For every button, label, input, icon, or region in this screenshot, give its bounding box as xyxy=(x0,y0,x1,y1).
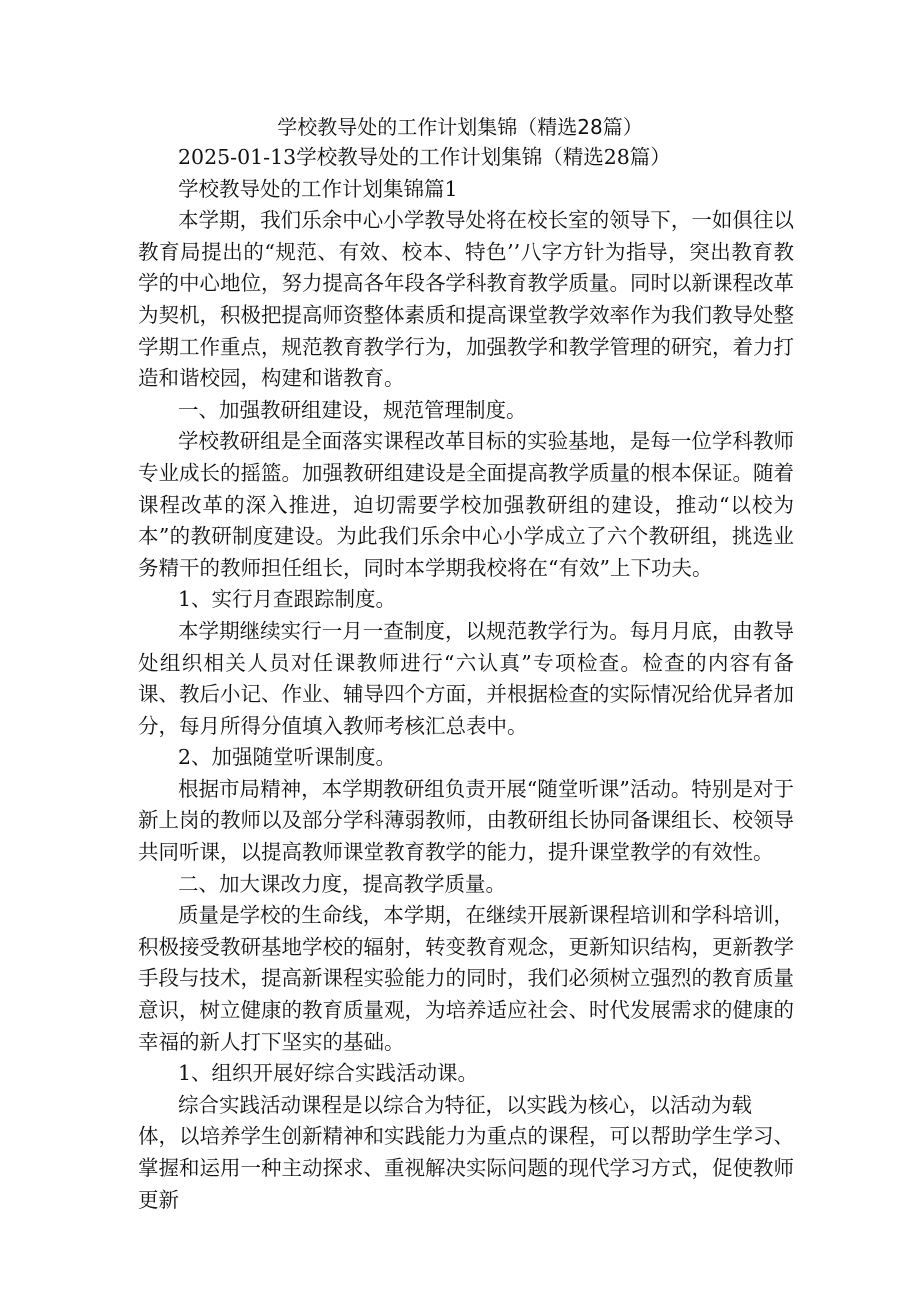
paragraph-monthly-check: 本学期继续实行一月一查制度，以规范教学行为。每月月底，由教导处组织相关人员对任课教师进行“六认真”专项检查。检查的内容有备课、教后小记、作业、辅导四个方面，并根据检查的实际情况给优异者加分，每月所得分值填入教师考核汇总表中。 xyxy=(138,618,794,738)
paragraph-class-observation: 根据市局精神，本学期教研组负责开展“随堂听课”活动。特别是对于新上岗的教师以及部分学科薄弱教师，由教研组长协同备课组长、校领导共同听课，以提高教师课堂教育教学的能力，提升课堂教学的有效性。 xyxy=(138,776,794,865)
paragraph-practice-course-start: 综合实践活动课程是以综合为特征，以实践为核心，以活动为载 xyxy=(178,1092,752,1117)
section-title: 学校教导处的工作计划集锦篇1 xyxy=(178,176,458,201)
document-title: 学校教导处的工作计划集锦（精选28篇） xyxy=(277,115,643,139)
paragraph-practice-course-continued: 体，以培养学生创新精神和实践能力为重点的课程，可以帮助学生学习、掌握和运用一种主动探求、重视解决实际问题的现代学习方式，促使教师更新 xyxy=(138,1124,794,1212)
heading-one: 一、加强教研组建设，规范管理制度。 xyxy=(178,397,527,422)
subheading-practice-course: 1、组织开展好综合实践活动课。 xyxy=(178,1061,479,1086)
paragraph-quality: 质量是学校的生命线，本学期，在继续开展新课程培训和学科培训，积极接受教研基地学校的辐射，转变教育观念，更新知识结构，更新教学手段与技术，提高新课程实验能力的同时，我们必须树立强烈的教育质量意识，树立健康的教育质量观，为培养适应社会、时代发展需求的健康的幸福的新人打下坚实的基础。 xyxy=(138,903,794,1054)
document-body xyxy=(138,142,794,1216)
subheading-class-observation: 2、加强随堂听课制度。 xyxy=(178,745,397,770)
paragraph-intro: 本学期，我们乐余中心小学教导处将在校长室的领导下，一如俱往以教育局提出的“规范、有效、校本、特色’’八字方针为指导，突出教育教学的中心地位，努力提高各年段各学科教育教学质量。同时以新课程改革为契机，积极把提高师资整体素质和提高课堂教学效率作为我们教导处整学期工作重点，规范教育教学行为，加强教学和教学管理的研究，着力打造和谐校园，构建和谐教育。 xyxy=(138,208,794,391)
date-line: 2025-01-13学校教导处的工作计划集锦（精选28篇） xyxy=(178,145,671,169)
heading-two: 二、加大课改力度，提高教学质量。 xyxy=(178,871,506,896)
subheading-monthly-check: 1、实行月查跟踪制度。 xyxy=(178,587,397,612)
paragraph-teaching-group: 学校教研组是全面落实课程改革目标的实验基地，是每一位学科教师专业成长的摇篮。加强教研组建设是全面提高教学质量的根本保证。随着课程改革的深入推进，迫切需要学校加强教研组的建设，推动“以校为本”的教研制度建设。为此我们乐余中心小学成立了六个教研组，挑选业务精干的教师担任组长，同时本学期我校将在“有效”上下功夫。 xyxy=(138,429,794,580)
